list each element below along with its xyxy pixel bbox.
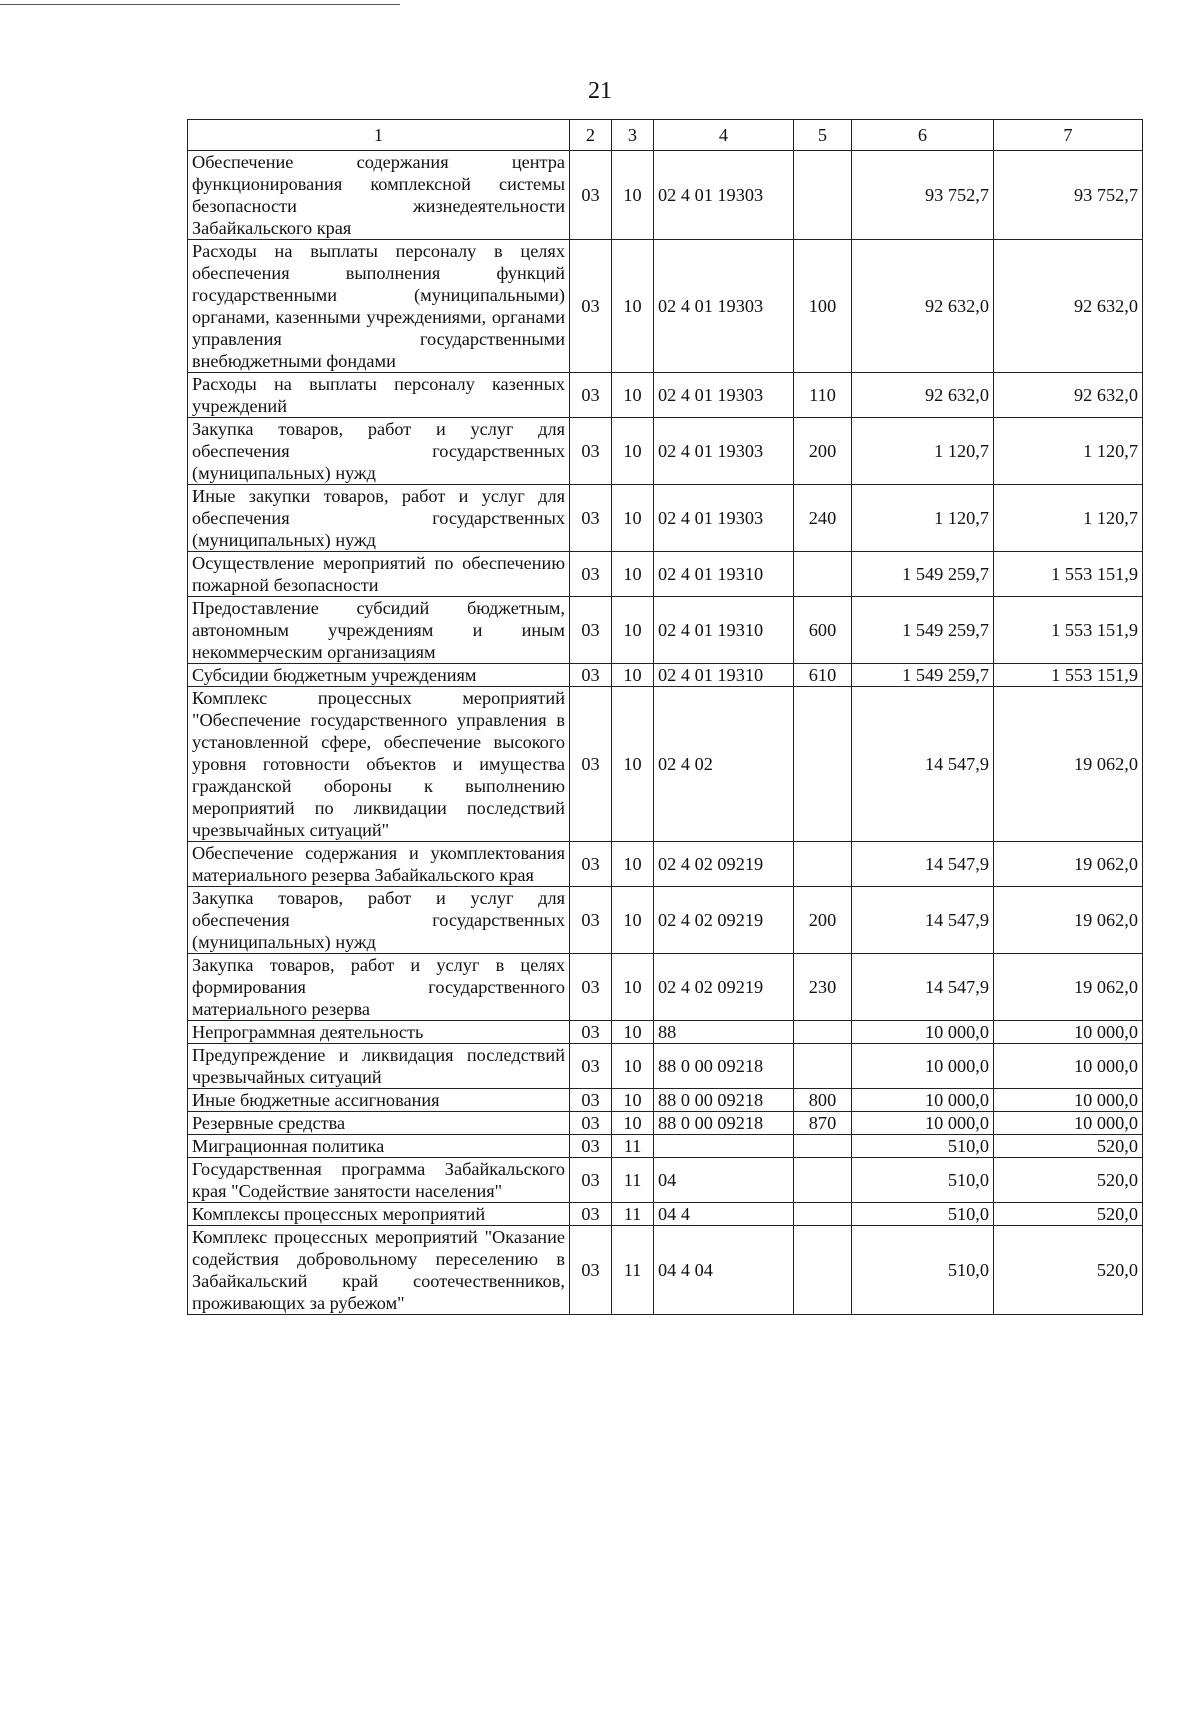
row-target-code: 88 0 00 09218 (654, 1112, 794, 1135)
row-name: Осуществление мероприятий по обеспечению пожарной безопасности (188, 552, 570, 597)
row-target-code (654, 1135, 794, 1158)
row-subsection: 10 (612, 597, 654, 664)
row-name: Расходы на выплаты персоналу казенных учреждений (188, 373, 570, 418)
row-name: Предоставление субсидий бюджетным, автономным учреждениям и иным некоммерческим организациям (188, 597, 570, 664)
row-amount-year1: 14 547,9 (852, 842, 994, 887)
table-row (188, 1226, 1143, 1315)
row-section: 03 (570, 842, 612, 887)
row-target-code: 02 4 01 19310 (654, 597, 794, 664)
row-amount-year2: 520,0 (994, 1158, 1143, 1203)
row-subsection: 10 (612, 240, 654, 373)
row-target-code: 04 (654, 1158, 794, 1203)
row-expense-type: 200 (794, 418, 852, 485)
table-row (188, 1044, 1143, 1089)
row-amount-year1: 14 547,9 (852, 954, 994, 1021)
row-name: Резервные средства (188, 1112, 570, 1135)
row-amount-year2: 19 062,0 (994, 842, 1143, 887)
row-target-code: 04 4 04 (654, 1226, 794, 1315)
row-expense-type: 610 (794, 664, 852, 687)
table-row (188, 954, 1143, 1021)
table-row (188, 485, 1143, 552)
row-target-code: 02 4 02 (654, 687, 794, 842)
row-amount-year1: 10 000,0 (852, 1112, 994, 1135)
row-name: Непрограммная деятельность (188, 1021, 570, 1044)
row-expense-type (794, 552, 852, 597)
row-amount-year1: 10 000,0 (852, 1089, 994, 1112)
table-row (188, 887, 1143, 954)
row-expense-type (794, 1021, 852, 1044)
row-target-code: 02 4 01 19310 (654, 552, 794, 597)
row-amount-year2: 1 120,7 (994, 485, 1143, 552)
row-name: Государственная программа Забайкальского края "Содействие занятости населения" (188, 1158, 570, 1203)
row-amount-year1: 93 752,7 (852, 151, 994, 240)
header-col-4: 4 (654, 120, 794, 151)
row-name: Закупка товаров, работ и услуг в целях формирования государственного материального резерва (188, 954, 570, 1021)
row-target-code: 02 4 01 19303 (654, 373, 794, 418)
header-row (188, 120, 1143, 151)
row-amount-year1: 1 120,7 (852, 418, 994, 485)
header-col-3: 3 (612, 120, 654, 151)
row-name: Закупка товаров, работ и услуг для обеспечения государственных (муниципальных) нужд (188, 418, 570, 485)
row-section: 03 (570, 1135, 612, 1158)
row-target-code: 02 4 01 19310 (654, 664, 794, 687)
row-target-code: 02 4 01 19303 (654, 418, 794, 485)
row-expense-type: 600 (794, 597, 852, 664)
row-amount-year2: 1 553 151,9 (994, 664, 1143, 687)
row-amount-year2: 92 632,0 (994, 373, 1143, 418)
row-subsection: 10 (612, 485, 654, 552)
row-amount-year1: 92 632,0 (852, 240, 994, 373)
row-expense-type (794, 1226, 852, 1315)
budget-table (187, 119, 1143, 1315)
row-section: 03 (570, 552, 612, 597)
row-section: 03 (570, 1158, 612, 1203)
row-amount-year2: 92 632,0 (994, 240, 1143, 373)
row-section: 03 (570, 1203, 612, 1226)
header-col-1: 1 (188, 120, 570, 151)
page-number: 21 (588, 78, 612, 104)
row-expense-type: 800 (794, 1089, 852, 1112)
row-name: Обеспечение содержания центра функционирования комплексной системы безопасности жизнедеятельности Забайкальского края (188, 151, 570, 240)
row-amount-year2: 93 752,7 (994, 151, 1143, 240)
row-subsection: 10 (612, 552, 654, 597)
row-target-code: 88 0 00 09218 (654, 1089, 794, 1112)
table-row (188, 1021, 1143, 1044)
row-subsection: 10 (612, 687, 654, 842)
row-section: 03 (570, 151, 612, 240)
row-expense-type: 100 (794, 240, 852, 373)
row-name: Комплекс процессных мероприятий "Оказание содействия добровольному переселению в Забайкальский край соотечественников, проживающих за рубежом" (188, 1226, 570, 1315)
row-subsection: 10 (612, 887, 654, 954)
row-section: 03 (570, 1226, 612, 1315)
row-amount-year1: 14 547,9 (852, 687, 994, 842)
row-subsection: 10 (612, 151, 654, 240)
row-section: 03 (570, 1112, 612, 1135)
row-amount-year1: 510,0 (852, 1135, 994, 1158)
row-amount-year1: 510,0 (852, 1226, 994, 1315)
row-section: 03 (570, 597, 612, 664)
row-amount-year1: 1 549 259,7 (852, 552, 994, 597)
table-body (188, 151, 1143, 1315)
table-row (188, 373, 1143, 418)
row-name: Иные бюджетные ассигнования (188, 1089, 570, 1112)
row-target-code: 02 4 01 19303 (654, 151, 794, 240)
row-section: 03 (570, 240, 612, 373)
row-section: 03 (570, 687, 612, 842)
row-target-code: 02 4 02 09219 (654, 842, 794, 887)
row-subsection: 11 (612, 1203, 654, 1226)
row-amount-year2: 10 000,0 (994, 1044, 1143, 1089)
row-subsection: 10 (612, 1089, 654, 1112)
row-amount-year2: 1 553 151,9 (994, 552, 1143, 597)
table-row (188, 1203, 1143, 1226)
row-amount-year2: 19 062,0 (994, 887, 1143, 954)
table-row (188, 687, 1143, 842)
row-expense-type (794, 842, 852, 887)
row-expense-type: 870 (794, 1112, 852, 1135)
row-subsection: 10 (612, 418, 654, 485)
row-section: 03 (570, 485, 612, 552)
header-col-2: 2 (570, 120, 612, 151)
row-name: Миграционная политика (188, 1135, 570, 1158)
scan-top-rule (0, 4, 400, 5)
row-name: Субсидии бюджетным учреждениям (188, 664, 570, 687)
row-amount-year1: 510,0 (852, 1158, 994, 1203)
row-subsection: 10 (612, 1021, 654, 1044)
row-subsection: 11 (612, 1135, 654, 1158)
table-row (188, 597, 1143, 664)
row-expense-type (794, 1044, 852, 1089)
row-expense-type (794, 687, 852, 842)
row-section: 03 (570, 664, 612, 687)
row-target-code: 02 4 02 09219 (654, 954, 794, 1021)
row-name: Обеспечение содержания и укомплектования материального резерва Забайкальского края (188, 842, 570, 887)
row-subsection: 11 (612, 1226, 654, 1315)
row-name: Комплексы процессных мероприятий (188, 1203, 570, 1226)
table-row (188, 418, 1143, 485)
row-subsection: 10 (612, 1044, 654, 1089)
table-row (188, 1112, 1143, 1135)
table-row (188, 552, 1143, 597)
row-section: 03 (570, 1089, 612, 1112)
row-amount-year2: 520,0 (994, 1203, 1143, 1226)
row-section: 03 (570, 954, 612, 1021)
row-amount-year2: 1 120,7 (994, 418, 1143, 485)
row-amount-year1: 1 549 259,7 (852, 597, 994, 664)
row-amount-year2: 1 553 151,9 (994, 597, 1143, 664)
row-amount-year1: 92 632,0 (852, 373, 994, 418)
table-row (188, 240, 1143, 373)
row-target-code: 02 4 01 19303 (654, 485, 794, 552)
row-expense-type: 200 (794, 887, 852, 954)
row-name: Расходы на выплаты персоналу в целях обеспечения выполнения функций государственными (муниципальными) органами, казенными учреждениями, органами управления государственными внебюджетными фондами (188, 240, 570, 373)
row-expense-type (794, 151, 852, 240)
row-amount-year2: 520,0 (994, 1135, 1143, 1158)
row-amount-year2: 520,0 (994, 1226, 1143, 1315)
row-amount-year2: 19 062,0 (994, 687, 1143, 842)
row-subsection: 10 (612, 954, 654, 1021)
row-section: 03 (570, 1044, 612, 1089)
row-expense-type (794, 1135, 852, 1158)
row-expense-type (794, 1203, 852, 1226)
row-section: 03 (570, 418, 612, 485)
row-target-code: 02 4 02 09219 (654, 887, 794, 954)
row-target-code: 02 4 01 19303 (654, 240, 794, 373)
header-col-7: 7 (994, 120, 1143, 151)
row-name: Закупка товаров, работ и услуг для обеспечения государственных (муниципальных) нужд (188, 887, 570, 954)
row-amount-year2: 10 000,0 (994, 1021, 1143, 1044)
row-name: Иные закупки товаров, работ и услуг для обеспечения государственных (муниципальных) нужд (188, 485, 570, 552)
table-row (188, 1158, 1143, 1203)
row-expense-type: 110 (794, 373, 852, 418)
row-subsection: 10 (612, 842, 654, 887)
table-row (188, 151, 1143, 240)
row-target-code: 88 (654, 1021, 794, 1044)
row-name: Комплекс процессных мероприятий "Обеспечение государственного управления в установленной сфере, обеспечение высокого уровня готовности объектов и имущества гражданской обороны к выполнению мероприятий по ликвидации последствий чрезвычайных ситуаций" (188, 687, 570, 842)
row-amount-year1: 510,0 (852, 1203, 994, 1226)
table-row (188, 1089, 1143, 1112)
row-amount-year2: 10 000,0 (994, 1112, 1143, 1135)
row-expense-type: 230 (794, 954, 852, 1021)
row-subsection: 10 (612, 664, 654, 687)
row-subsection: 10 (612, 373, 654, 418)
row-amount-year1: 1 120,7 (852, 485, 994, 552)
row-expense-type (794, 1158, 852, 1203)
row-section: 03 (570, 887, 612, 954)
row-target-code: 04 4 (654, 1203, 794, 1226)
row-name: Предупреждение и ликвидация последствий чрезвычайных ситуаций (188, 1044, 570, 1089)
table-row (188, 664, 1143, 687)
row-amount-year2: 10 000,0 (994, 1089, 1143, 1112)
header-col-6: 6 (852, 120, 994, 151)
row-subsection: 10 (612, 1112, 654, 1135)
row-amount-year2: 19 062,0 (994, 954, 1143, 1021)
row-amount-year1: 14 547,9 (852, 887, 994, 954)
table-row (188, 842, 1143, 887)
row-amount-year1: 10 000,0 (852, 1021, 994, 1044)
row-amount-year1: 10 000,0 (852, 1044, 994, 1089)
row-section: 03 (570, 373, 612, 418)
row-subsection: 11 (612, 1158, 654, 1203)
row-amount-year1: 1 549 259,7 (852, 664, 994, 687)
header-col-5: 5 (794, 120, 852, 151)
row-target-code: 88 0 00 09218 (654, 1044, 794, 1089)
row-expense-type: 240 (794, 485, 852, 552)
row-section: 03 (570, 1021, 612, 1044)
table-row (188, 1135, 1143, 1158)
